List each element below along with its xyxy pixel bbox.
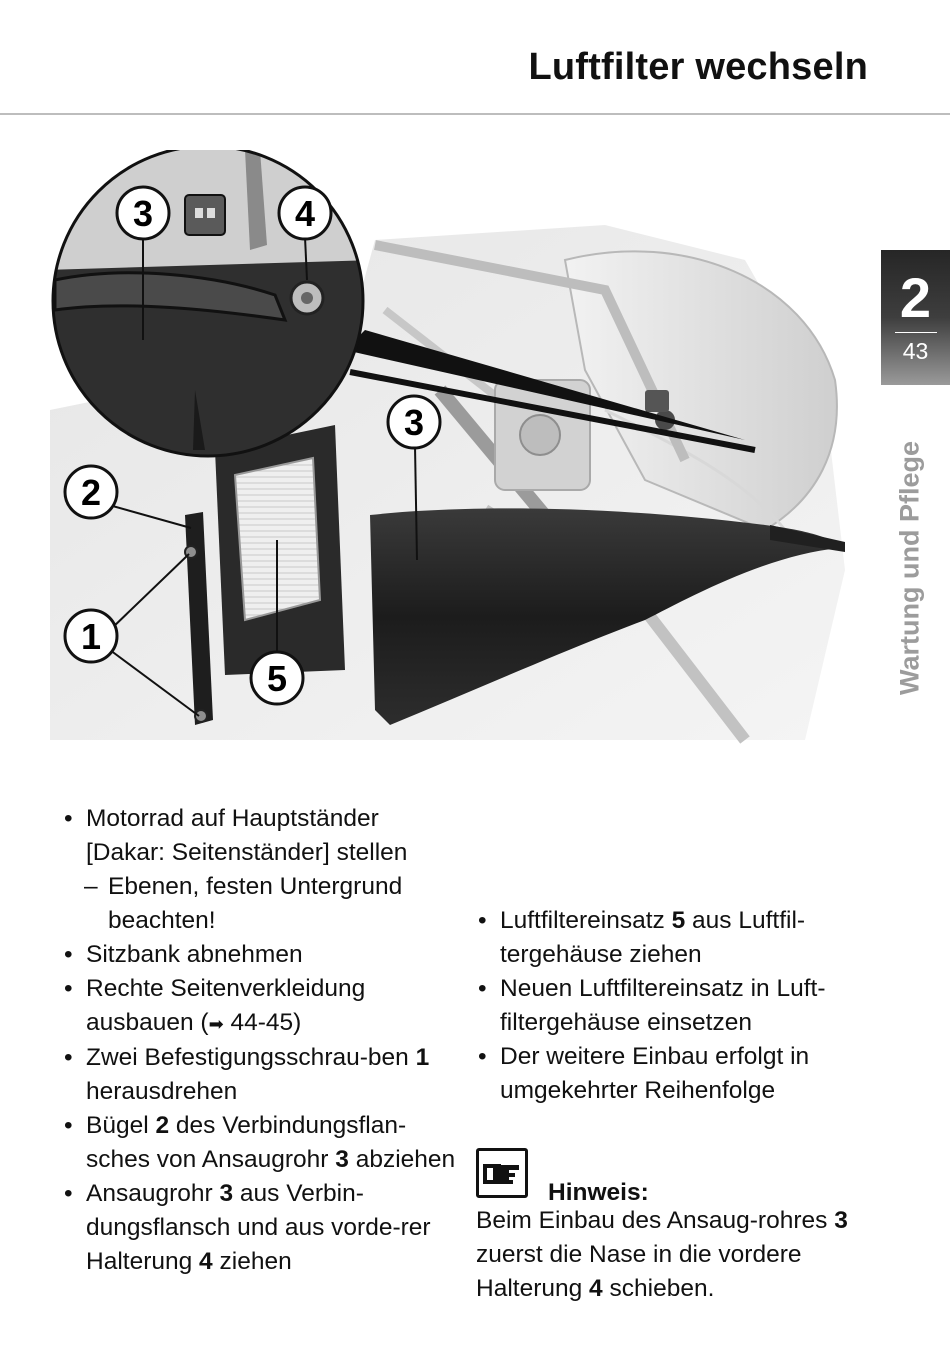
list-item: • Neuen Luftfiltereinsatz in Luft-filtergehäuse einsetzen — [476, 972, 876, 1040]
list-item: • Ansaugrohr 3 aus Verbin-dungsflansch und aus vorde-rer Halterung 4 ziehen — [62, 1177, 462, 1279]
motorcycle-air-intake-illustration — [45, 150, 880, 750]
chapter-tab — [881, 250, 950, 385]
list-item: • Rechte Seitenverkleidung ausbauen (➡ 44-45) — [62, 972, 462, 1041]
callout-label: 2 — [80, 472, 102, 513]
callout-1 — [65, 610, 117, 662]
callout-label: 1 — [80, 616, 102, 657]
instructions-left-column — [62, 802, 462, 1279]
list-item: • Zwei Befestigungsschrau-ben 1 herausdrehen — [62, 1041, 462, 1109]
chapter-tab-divider — [895, 332, 937, 333]
chapter-number: 2 — [899, 266, 932, 329]
callout-2 — [65, 466, 117, 518]
list-item: • Der weitere Einbau erfolgt in umgekehrter Reihenfolge — [476, 1040, 876, 1108]
page-number: 43 — [902, 338, 929, 364]
callout-label: 4 — [294, 193, 316, 234]
section-side-label: Wartung und Pflege — [894, 441, 925, 695]
title-divider — [0, 113, 950, 115]
list-item: • Bügel 2 des Verbindungsflan-sches von Ansaugrohr 3 abziehen — [62, 1109, 462, 1177]
air-filter-figure — [45, 150, 880, 750]
callout-label: 3 — [132, 193, 154, 234]
note-box — [476, 1148, 896, 1306]
callout-3-tube — [388, 396, 440, 448]
callout-label: 5 — [266, 658, 288, 699]
pointing-hand-note-icon — [476, 1148, 528, 1198]
callout-5 — [251, 652, 303, 704]
callout-label: 3 — [403, 402, 425, 443]
list-subitem: – Ebenen, festen Untergrund beachten! — [62, 870, 462, 938]
page-reference-arrow-icon: ➡ — [208, 1014, 224, 1034]
page-title: Luftfilter wechseln — [528, 46, 868, 88]
callout-4 — [279, 187, 331, 239]
list-item: • Sitzbank abnehmen — [62, 938, 462, 972]
note-text: Beim Einbau des Ansaug-rohres 3 zuerst die Nase in die vordere Halterung 4 schieben. — [476, 1207, 848, 1302]
note-title: Hinweis: — [548, 1179, 649, 1206]
callout-3-zoom — [117, 187, 169, 239]
list-item: • Luftfiltereinsatz 5 aus Luftfil-tergehäuse ziehen — [476, 904, 876, 972]
list-item: • Motorrad auf Hauptständer [Dakar: Seitenständer] stellen — [62, 802, 462, 870]
instructions-right-column — [476, 904, 876, 1108]
